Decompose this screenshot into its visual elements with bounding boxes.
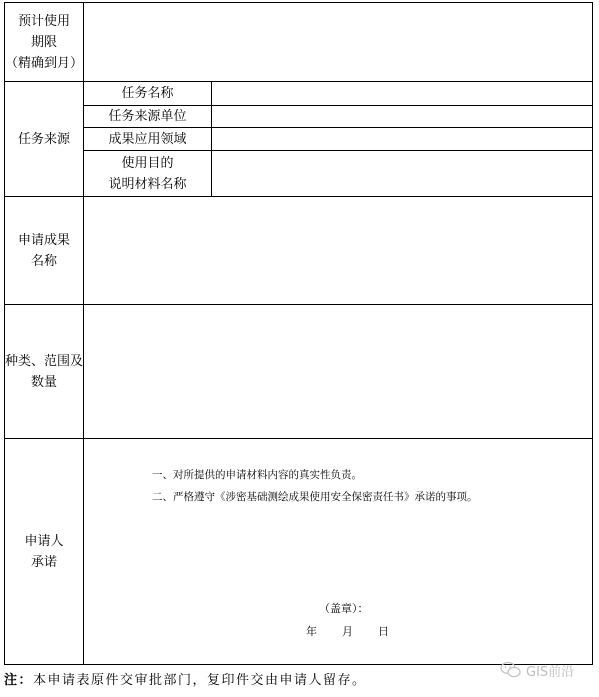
footnote	[4, 669, 367, 688]
subfield-task-name: 任务名称	[121, 86, 174, 101]
field-purpose-document-name[interactable]	[212, 151, 592, 196]
table-border-right	[592, 2, 593, 665]
footnote-text: 本申请表原件交审批部门，复印件交由申请人留存。	[33, 673, 367, 688]
field-application-field[interactable]	[212, 128, 592, 150]
commitment-item-2: 二、严格遵守《涉密基础测绘成果使用安全保密责任书》承诺的事项。	[152, 491, 478, 503]
label-applied-result-name: 申请成果 名称	[17, 232, 70, 269]
subfield-task-source-unit: 任务来源单位	[108, 109, 187, 124]
field-applied-result-name[interactable]	[84, 197, 592, 304]
label-applicant-commitment: 申请人 承诺	[24, 533, 64, 570]
row-divider	[4, 438, 593, 439]
field-expected-use-period[interactable]	[84, 3, 592, 81]
field-task-name[interactable]	[212, 82, 592, 105]
footnote-prefix: 注：	[4, 673, 34, 688]
label-expected-use-period: 预计使用 期限 （精确到月）	[5, 13, 84, 71]
date-label: 年 月 日	[306, 625, 390, 638]
seal-label: （盖章）：	[319, 602, 369, 615]
watermark	[500, 659, 596, 681]
subfield-purpose-document-name: 使用目的 说明材料名称	[108, 155, 187, 192]
watermark-text: GIS前沿	[526, 664, 575, 680]
subfield-application-field: 成果应用领域	[108, 131, 187, 147]
label-type-scope-quantity: 种类、范围及 数量	[4, 353, 83, 390]
label-task-source: 任务来源	[17, 131, 70, 147]
wechat-icon	[500, 661, 522, 679]
field-type-scope-quantity[interactable]	[84, 305, 592, 438]
commitment-item-1: 一、对所提供的申请材料内容的真实性负责。	[152, 469, 362, 481]
field-task-source-unit[interactable]	[212, 106, 592, 127]
